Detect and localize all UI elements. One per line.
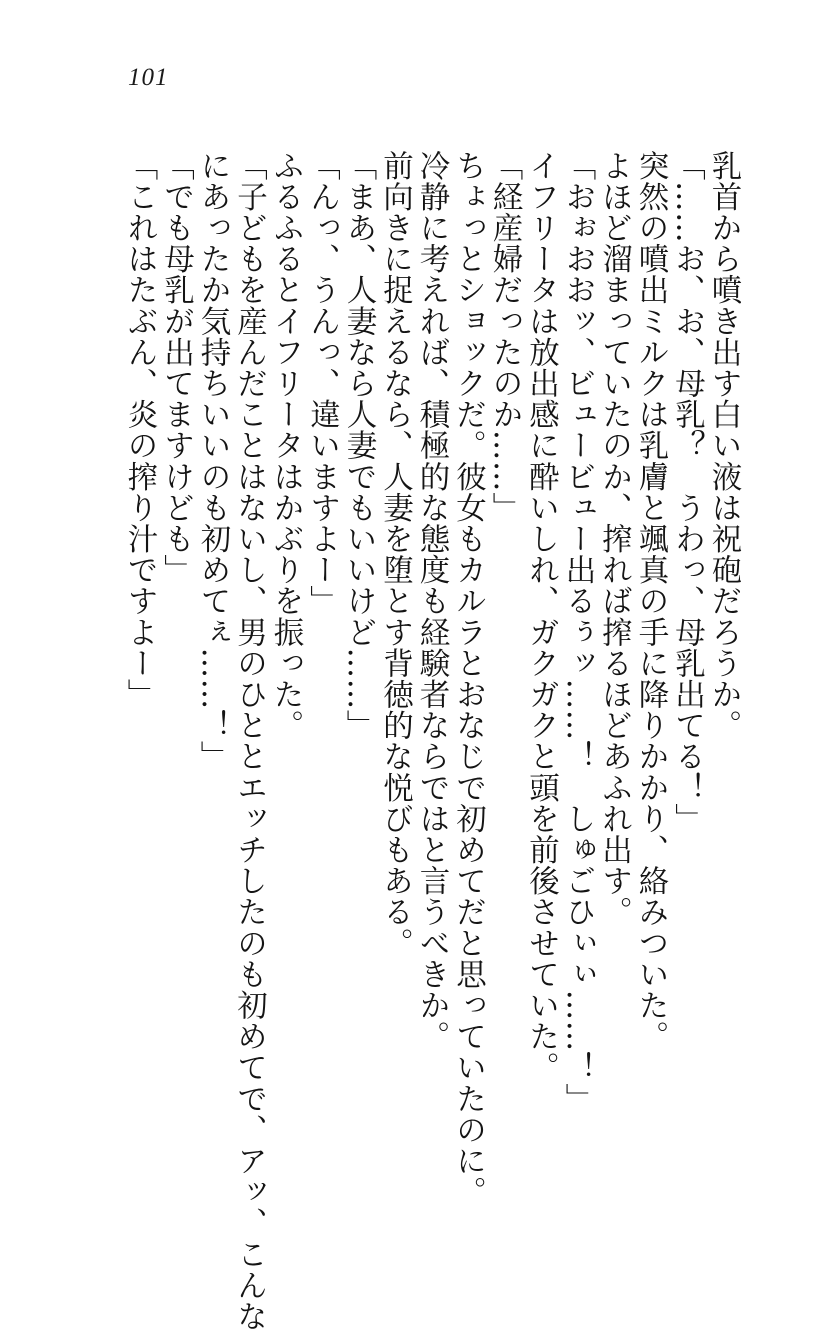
text-line: 前向きに捉えるなら、人妻を堕とす背徳的な悦びもある。 bbox=[377, 150, 413, 959]
page-number: 101 bbox=[128, 64, 169, 91]
text-line: 「子どもを産んだことはないし、男のひととエッチしたのも初めてで、アッ、こんな bbox=[231, 150, 267, 1332]
text-line: 「これはたぶん、炎の搾り汁ですよー」 bbox=[122, 150, 157, 710]
text-line: よほど溜まっていたのか、搾れば搾るほどあふれ出す。 bbox=[596, 150, 632, 928]
text-line: 「まあ、人妻なら人妻でもいいけど……」 bbox=[341, 150, 376, 741]
text-line: 「……お、お、母乳？ うわっ、母乳出てる！」 bbox=[669, 150, 705, 835]
text-line: イフリータは放出感に酔いしれ、ガクガクと頭を前後させていた。 bbox=[523, 150, 559, 1083]
body-text bbox=[101, 150, 741, 1332]
text-line: 「おぉおおッ、ビュービュー出るぅッ……！ しゅごひぃぃ……！」 bbox=[560, 150, 595, 1115]
text-line: にあったか気持ちいいのも初めてぇ……！」 bbox=[195, 150, 230, 772]
text-line: 「経産婦だったのか……」 bbox=[487, 150, 522, 524]
text-line: 「んっ、うんっ、違いますよー」 bbox=[304, 150, 340, 617]
text-line: ちょっとショックだ。彼女もカルラとおなじで初めてだと思っていたのに。 bbox=[450, 150, 486, 1208]
text-line: 突然の噴出ミルクは乳膚と颯真の手に降りかかり、絡みついた。 bbox=[633, 150, 668, 1052]
text-line: 「でも母乳が出てますけども」 bbox=[158, 150, 194, 586]
text-line: ふるふるとイフリータはかぶりを振った。 bbox=[268, 150, 303, 741]
text-line: 乳首から噴き出す白い液は祝砲だろうか。 bbox=[706, 150, 741, 741]
text-line: 冷静に考えれば、積極的な態度も経験者ならではと言うべきか。 bbox=[414, 150, 449, 1052]
